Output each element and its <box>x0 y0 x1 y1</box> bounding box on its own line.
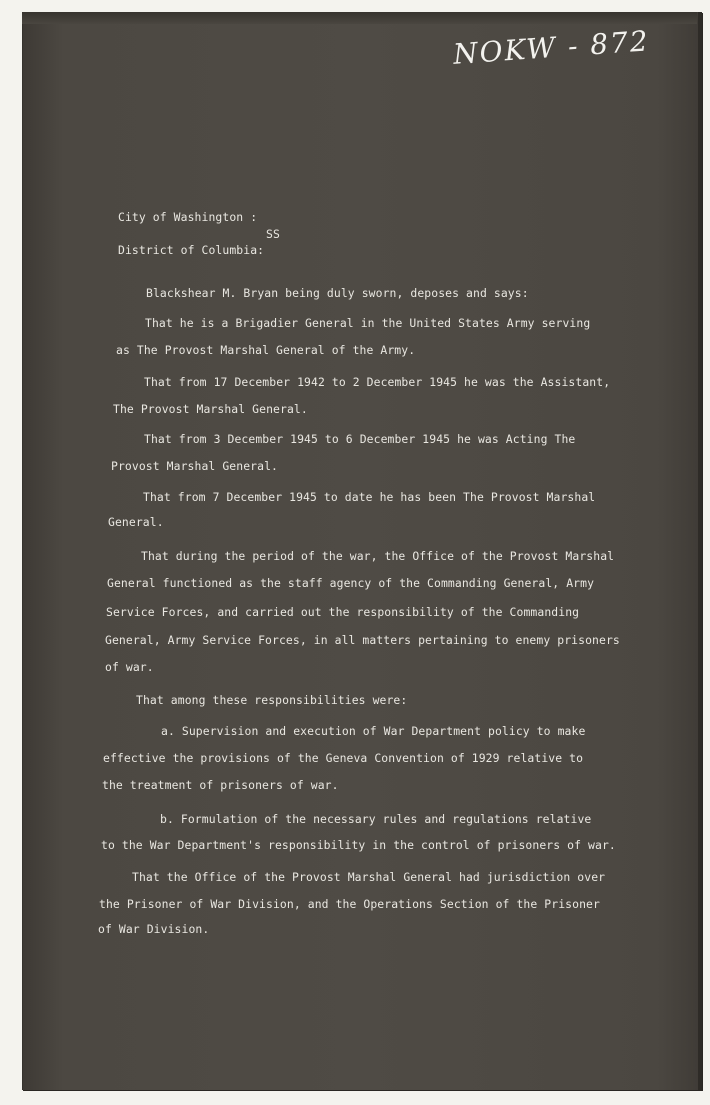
venue-district: District of Columbia: <box>118 243 265 257</box>
paragraph-1-line-1: That he is a Brigadier General in the United States Army serving <box>145 316 591 330</box>
item-a-line-3: the treatment of prisoners of war. <box>102 778 339 792</box>
paragraph-4-line-1: That from 7 December 1945 to date he has been The Provost Marshal <box>143 490 596 504</box>
item-b-line-1: b. Formulation of the necessary rules and regulations relative <box>160 812 592 826</box>
paragraph-5-line-1: That during the period of the war, the Office of the Provost Marshal <box>141 549 615 563</box>
document-number-annotation: NOKW - 872 <box>452 24 651 71</box>
paragraph-3-line-2: Provost Marshal General. <box>111 459 278 473</box>
item-b-line-2: to the War Department's responsibility in the control of prisoners of war. <box>101 838 616 852</box>
paragraph-4-line-2: General. <box>108 515 164 529</box>
venue-city: City of Washington : <box>118 210 258 224</box>
paragraph-5-line-2: General functioned as the staff agency of the Commanding General, Army <box>107 576 595 590</box>
item-a-line-2: effective the provisions of the Geneva Convention of 1929 relative to <box>103 751 584 765</box>
affidavit-intro: Blackshear M. Bryan being duly sworn, deposes and says: <box>146 286 529 300</box>
paragraph-7-line-1: That the Office of the Provost Marshal General had jurisdiction over <box>132 870 606 884</box>
paragraph-7-line-2: the Prisoner of War Division, and the Operations Section of the Prisoner <box>99 897 600 911</box>
paragraph-5-line-4: General, Army Service Forces, in all matters pertaining to enemy prisoners <box>105 633 620 647</box>
venue-ss: SS <box>266 227 280 241</box>
paragraph-1-line-2: as The Provost Marshal General of the Army. <box>116 343 416 357</box>
paragraph-6: That among these responsibilities were: <box>136 693 408 707</box>
paragraph-2-line-2: The Provost Marshal General. <box>113 402 308 416</box>
item-a-line-1: a. Supervision and execution of War Department policy to make <box>161 724 586 738</box>
paragraph-5-line-5: of war. <box>105 660 154 674</box>
paragraph-7-line-3: of War Division. <box>98 922 210 936</box>
paragraph-2-line-1: That from 17 December 1942 to 2 December 1945 he was the Assistant, <box>144 375 611 389</box>
sheet-top-edge <box>22 12 697 24</box>
paragraph-5-line-3: Service Forces, and carried out the responsibility of the Commanding <box>106 605 580 619</box>
paragraph-3-line-1: That from 3 December 1945 to 6 December 1945 he was Acting The <box>144 432 576 446</box>
